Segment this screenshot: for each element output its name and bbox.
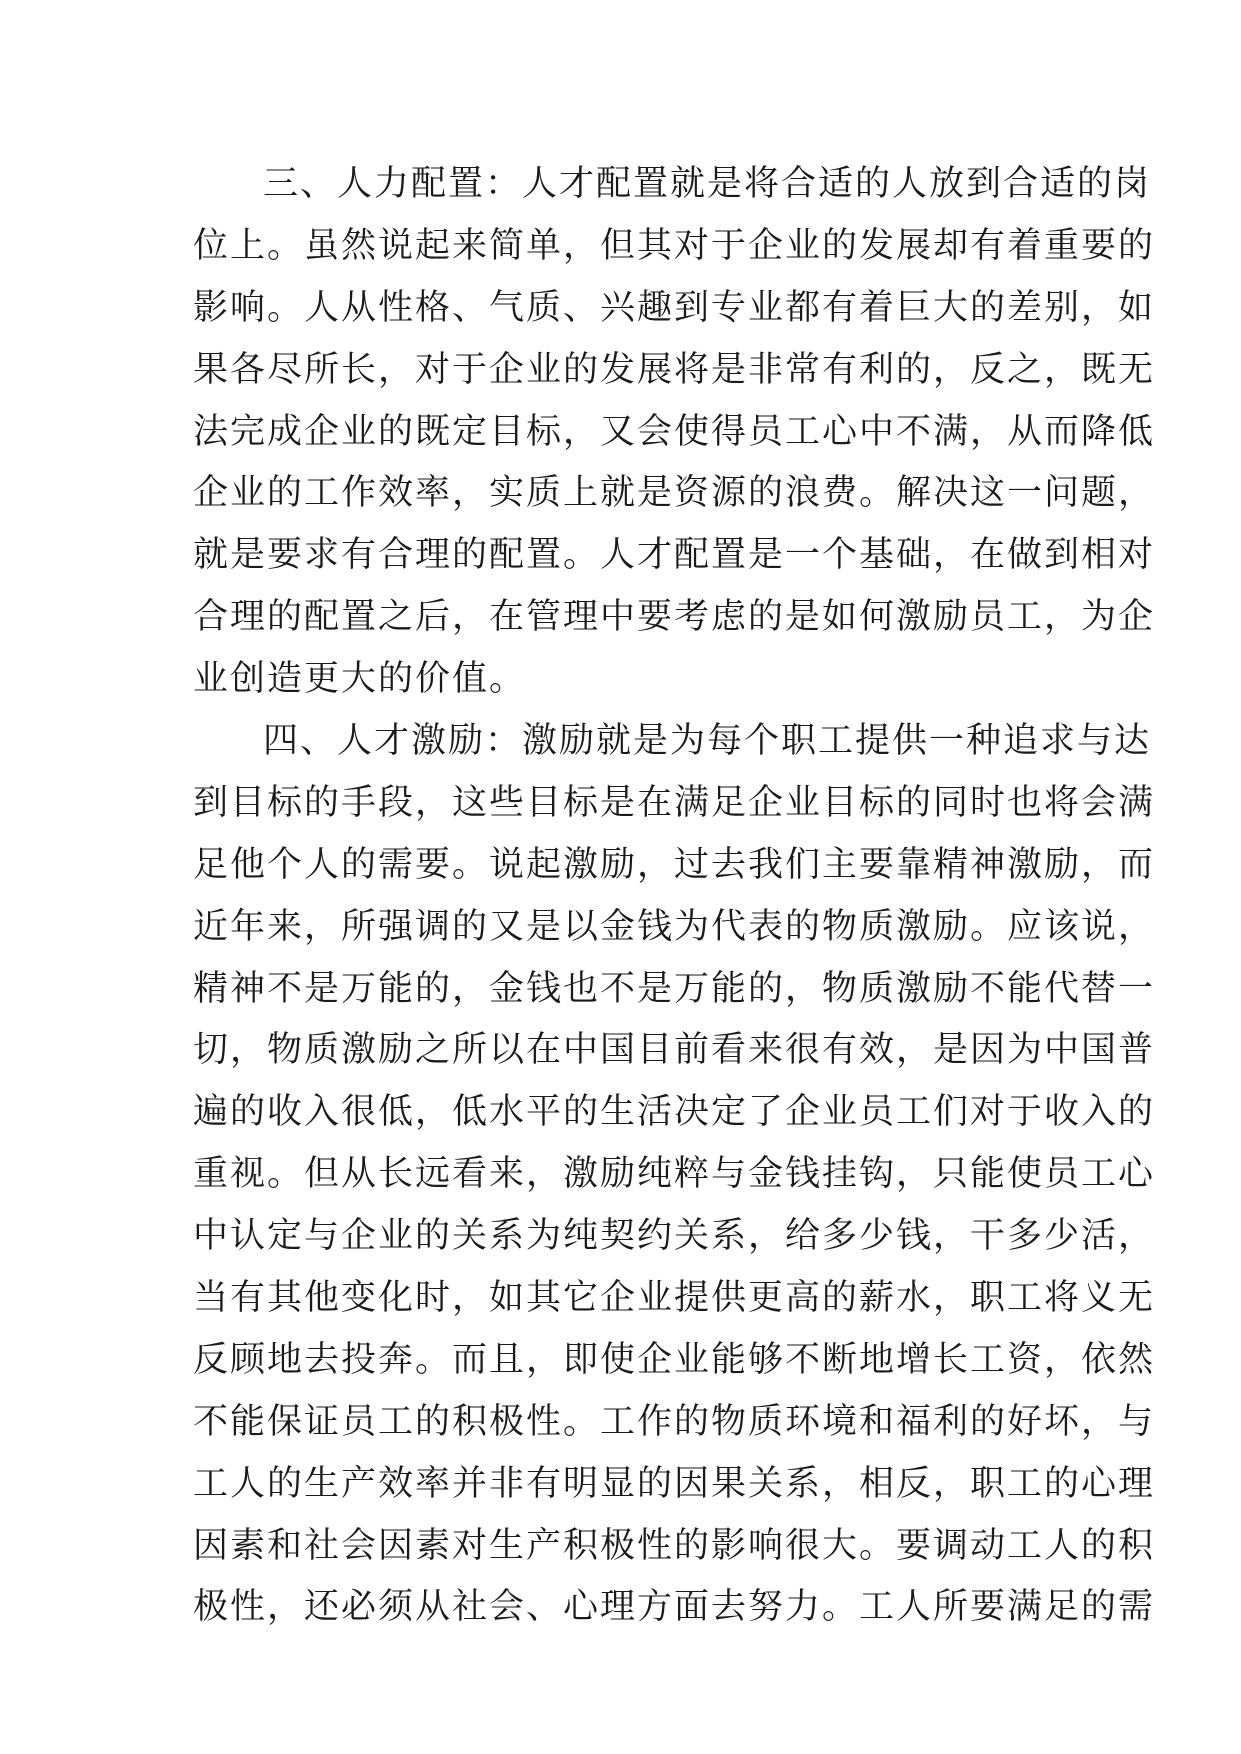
text-line: 切，物质激励之所以在中国目前看来很有效，是因为中国普 xyxy=(193,1030,1156,1071)
text-line: 果各尽所长，对于企业的发展将是非常有利的，反之，既无 xyxy=(193,349,1156,390)
text-line: 因素和社会因素对生产积极性的影响很大。要调动工人的积 xyxy=(193,1525,1156,1566)
text-line: 工人的生产效率并非有明显的因果关系，相反，职工的心理 xyxy=(193,1463,1156,1504)
text-line: 足他个人的需要。说起激励，过去我们主要靠精神激励，而 xyxy=(193,844,1156,885)
text-line: 极性，还必须从社会、心理方面去努力。工人所要满足的需 xyxy=(193,1587,1156,1628)
text-line: 位上。虽然说起来简单，但其对于企业的发展却有着重要的 xyxy=(193,225,1156,266)
text-line: 中认定与企业的关系为纯契约关系，给多少钱，干多少活， xyxy=(193,1216,1156,1257)
text-line: 近年来，所强调的又是以金钱为代表的物质激励。应该说， xyxy=(193,906,1156,947)
text-line: 精神不是万能的，金钱也不是万能的，物质激励不能代替一 xyxy=(193,968,1156,1009)
text-line: 合理的配置之后，在管理中要考虑的是如何激励员工，为企 xyxy=(193,597,1156,638)
text-line: 当有其他变化时，如其它企业提供更高的薪水，职工将义无 xyxy=(193,1278,1156,1319)
text-line: 不能保证员工的积极性。工作的物质环境和福利的好坏，与 xyxy=(193,1401,1156,1442)
paragraph-section-four xyxy=(193,711,1156,1639)
text-line: 三、人力配置：人才配置就是将合适的人放到合适的岗 xyxy=(263,164,1152,204)
text-line: 法完成企业的既定目标，又会使得员工心中不满，从而降低 xyxy=(193,411,1156,452)
text-line: 影响。人从性格、气质、兴趣到专业都有着巨大的差别，如 xyxy=(193,287,1156,328)
text-line: 到目标的手段，这些目标是在满足企业目标的同时也将会满 xyxy=(193,782,1156,823)
text-line: 就是要求有合理的配置。人才配置是一个基础，在做到相对 xyxy=(193,535,1156,576)
text-line: 企业的工作效率，实质上就是资源的浪费。解决这一问题， xyxy=(193,473,1156,514)
document-body xyxy=(193,154,1156,1639)
text-line: 遍的收入很低，低水平的生活决定了企业员工们对于收入的 xyxy=(193,1092,1156,1133)
text-line: 四、人才激励：激励就是为每个职工提供一种追求与达 xyxy=(263,721,1152,762)
text-line: 反顾地去投奔。而且，即使企业能够不断地增长工资，依然 xyxy=(193,1339,1156,1380)
paragraph-section-three xyxy=(193,154,1156,711)
text-line: 重视。但从长远看来，激励纯粹与金钱挂钩，只能使员工心 xyxy=(193,1154,1156,1195)
text-line: 业创造更大的价值。 xyxy=(193,659,527,700)
